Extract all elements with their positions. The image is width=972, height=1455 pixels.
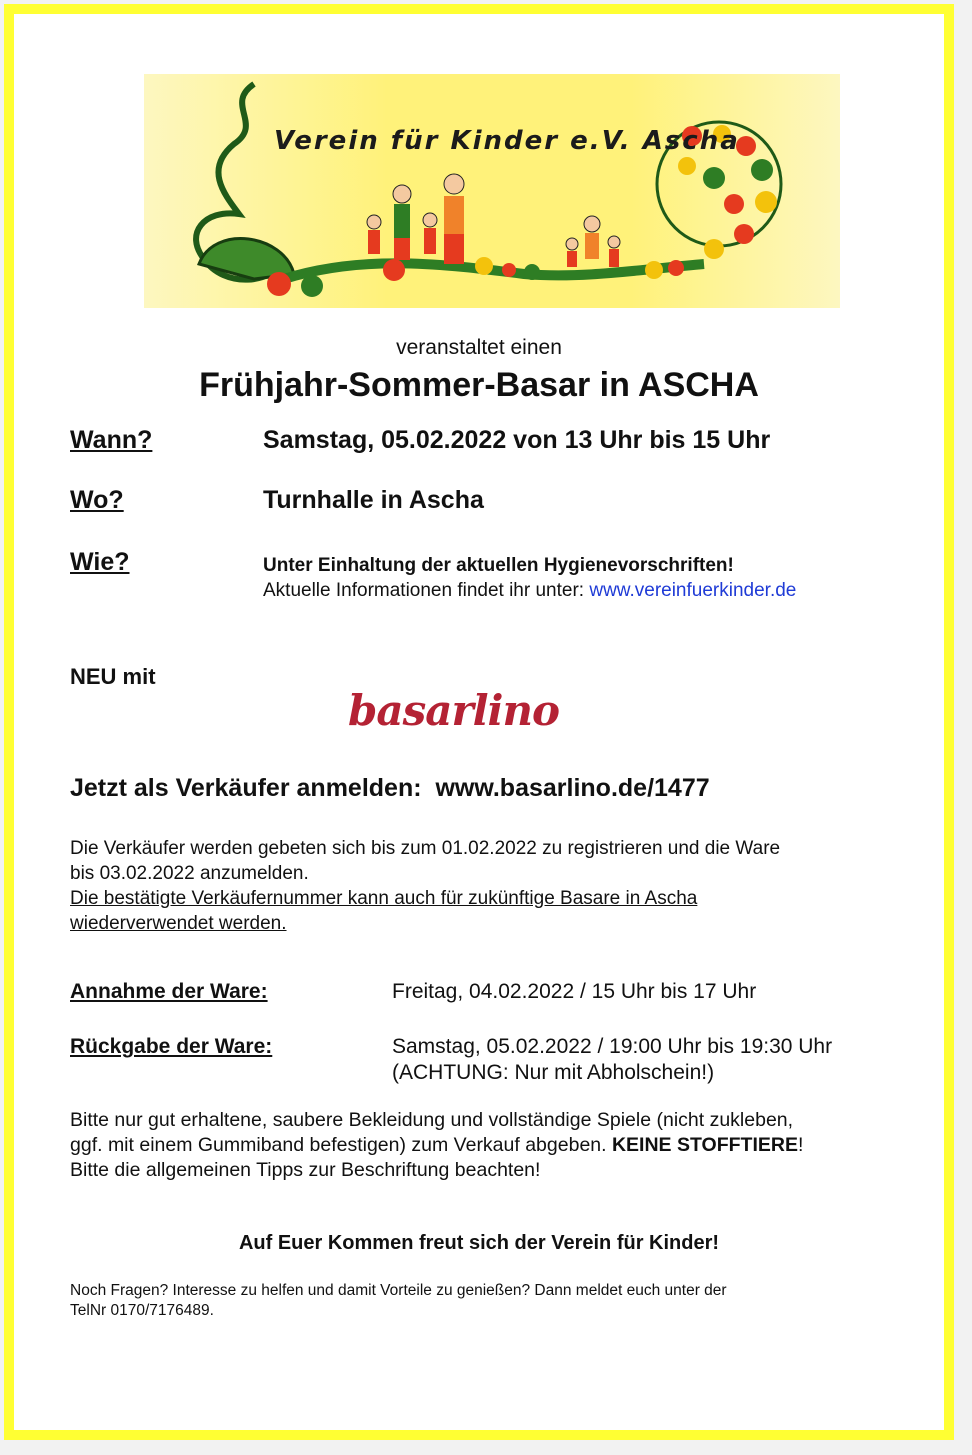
event-date: Samstag, 05.02.2022 von 13 Uhr bis 15 Uhr: [263, 426, 771, 454]
dot: [301, 275, 323, 297]
dot: [267, 272, 291, 296]
dot: [724, 194, 744, 214]
info-line-4: wiederverwendet werden.: [70, 913, 287, 934]
dot: [383, 259, 405, 281]
dot: [751, 159, 773, 181]
contact-line-1: Noch Fragen? Interesse zu helfen und damit Vorteile zu genießen? Dann meldet euch unter der: [70, 1282, 727, 1299]
label-wann: Wann?: [70, 426, 153, 454]
annahme-time: Freitag, 04.02.2022 / 15 Uhr bis 17 Uhr: [392, 980, 757, 1003]
label-wie: Wie?: [70, 548, 130, 576]
rules-line-1: Bitte nur gut erhaltene, saubere Bekleidung und vollständige Spiele (nicht zukleben,: [70, 1109, 794, 1131]
website-link[interactable]: www.vereinfuerkinder.de: [589, 580, 797, 601]
rules-line-2-text: ggf. mit einem Gummiband befestigen) zum Verkauf abgeben.: [70, 1134, 607, 1156]
green-wave: [284, 263, 704, 279]
dot: [703, 167, 725, 189]
info-line-3: Die bestätigte Verkäufernummer kann auch für zukünftige Basare in Ascha: [70, 888, 698, 909]
neu-label: NEU mit: [70, 664, 156, 689]
label-annahme: Annahme der Ware:: [70, 980, 268, 1003]
register-heading: Jetzt als Verkäufer anmelden:: [70, 774, 422, 802]
children-illustration: [144, 74, 840, 308]
kids-group-right: [566, 216, 620, 267]
dot: [645, 261, 663, 279]
info-line: [263, 580, 796, 602]
rules-line-2-suffix: !: [797, 1134, 804, 1156]
rules-paragraph: [70, 1108, 900, 1183]
contact-info: [70, 1281, 900, 1321]
dot: [678, 157, 696, 175]
info-line-1: Die Verkäufer werden gebeten sich bis zum 01.02.2022 zu registrieren und die Ware: [70, 838, 781, 859]
header-banner: [144, 74, 840, 308]
info-line-2: bis 03.02.2022 anzumelden.: [70, 863, 309, 884]
rules-line-3: Bitte die allgemeinen Tipps zur Beschriftung beachten!: [70, 1159, 541, 1181]
register-line: [70, 774, 710, 803]
page-title: Frühjahr-Sommer-Basar in ASCHA: [199, 366, 759, 404]
closing-line: Auf Euer Kommen freut sich der Verein für Kinder!: [238, 1232, 720, 1254]
basarlino-logo: basarlino: [348, 686, 560, 735]
dot: [524, 264, 540, 280]
rueckgabe-note: (ACHTUNG: Nur mit Abholschein!): [392, 1061, 715, 1084]
label-rueckgabe: Rückgabe der Ware:: [70, 1035, 273, 1058]
subtitle: veranstaltet einen: [396, 336, 562, 359]
dot: [704, 239, 724, 259]
rules-no-plush: KEINE STOFFTIERE: [611, 1134, 798, 1156]
dot: [502, 263, 516, 277]
hygiene-notice: Unter Einhaltung der aktuellen Hygienevorschriften!: [263, 555, 734, 576]
flyer-page: [4, 4, 954, 1440]
rueckgabe-time: Samstag, 05.02.2022 / 19:00 Uhr bis 19:30 Uhr: [392, 1035, 833, 1058]
label-wo: Wo?: [70, 486, 124, 514]
rules-line-2: [70, 1133, 900, 1158]
dot: [734, 224, 754, 244]
info-prefix: Aktuelle Informationen findet ihr unter:: [263, 580, 585, 601]
registration-info: [70, 836, 900, 936]
association-logo-text: Verein für Kinder e.V. Ascha: [274, 126, 740, 156]
kids-group-left: [367, 174, 464, 264]
dot: [475, 257, 493, 275]
contact-line-2: TelNr 0170/7176489.: [70, 1302, 214, 1319]
event-location: Turnhalle in Ascha: [263, 486, 484, 514]
dot: [668, 260, 684, 276]
register-url[interactable]: www.basarlino.de/1477: [435, 774, 710, 802]
dot: [755, 191, 777, 213]
